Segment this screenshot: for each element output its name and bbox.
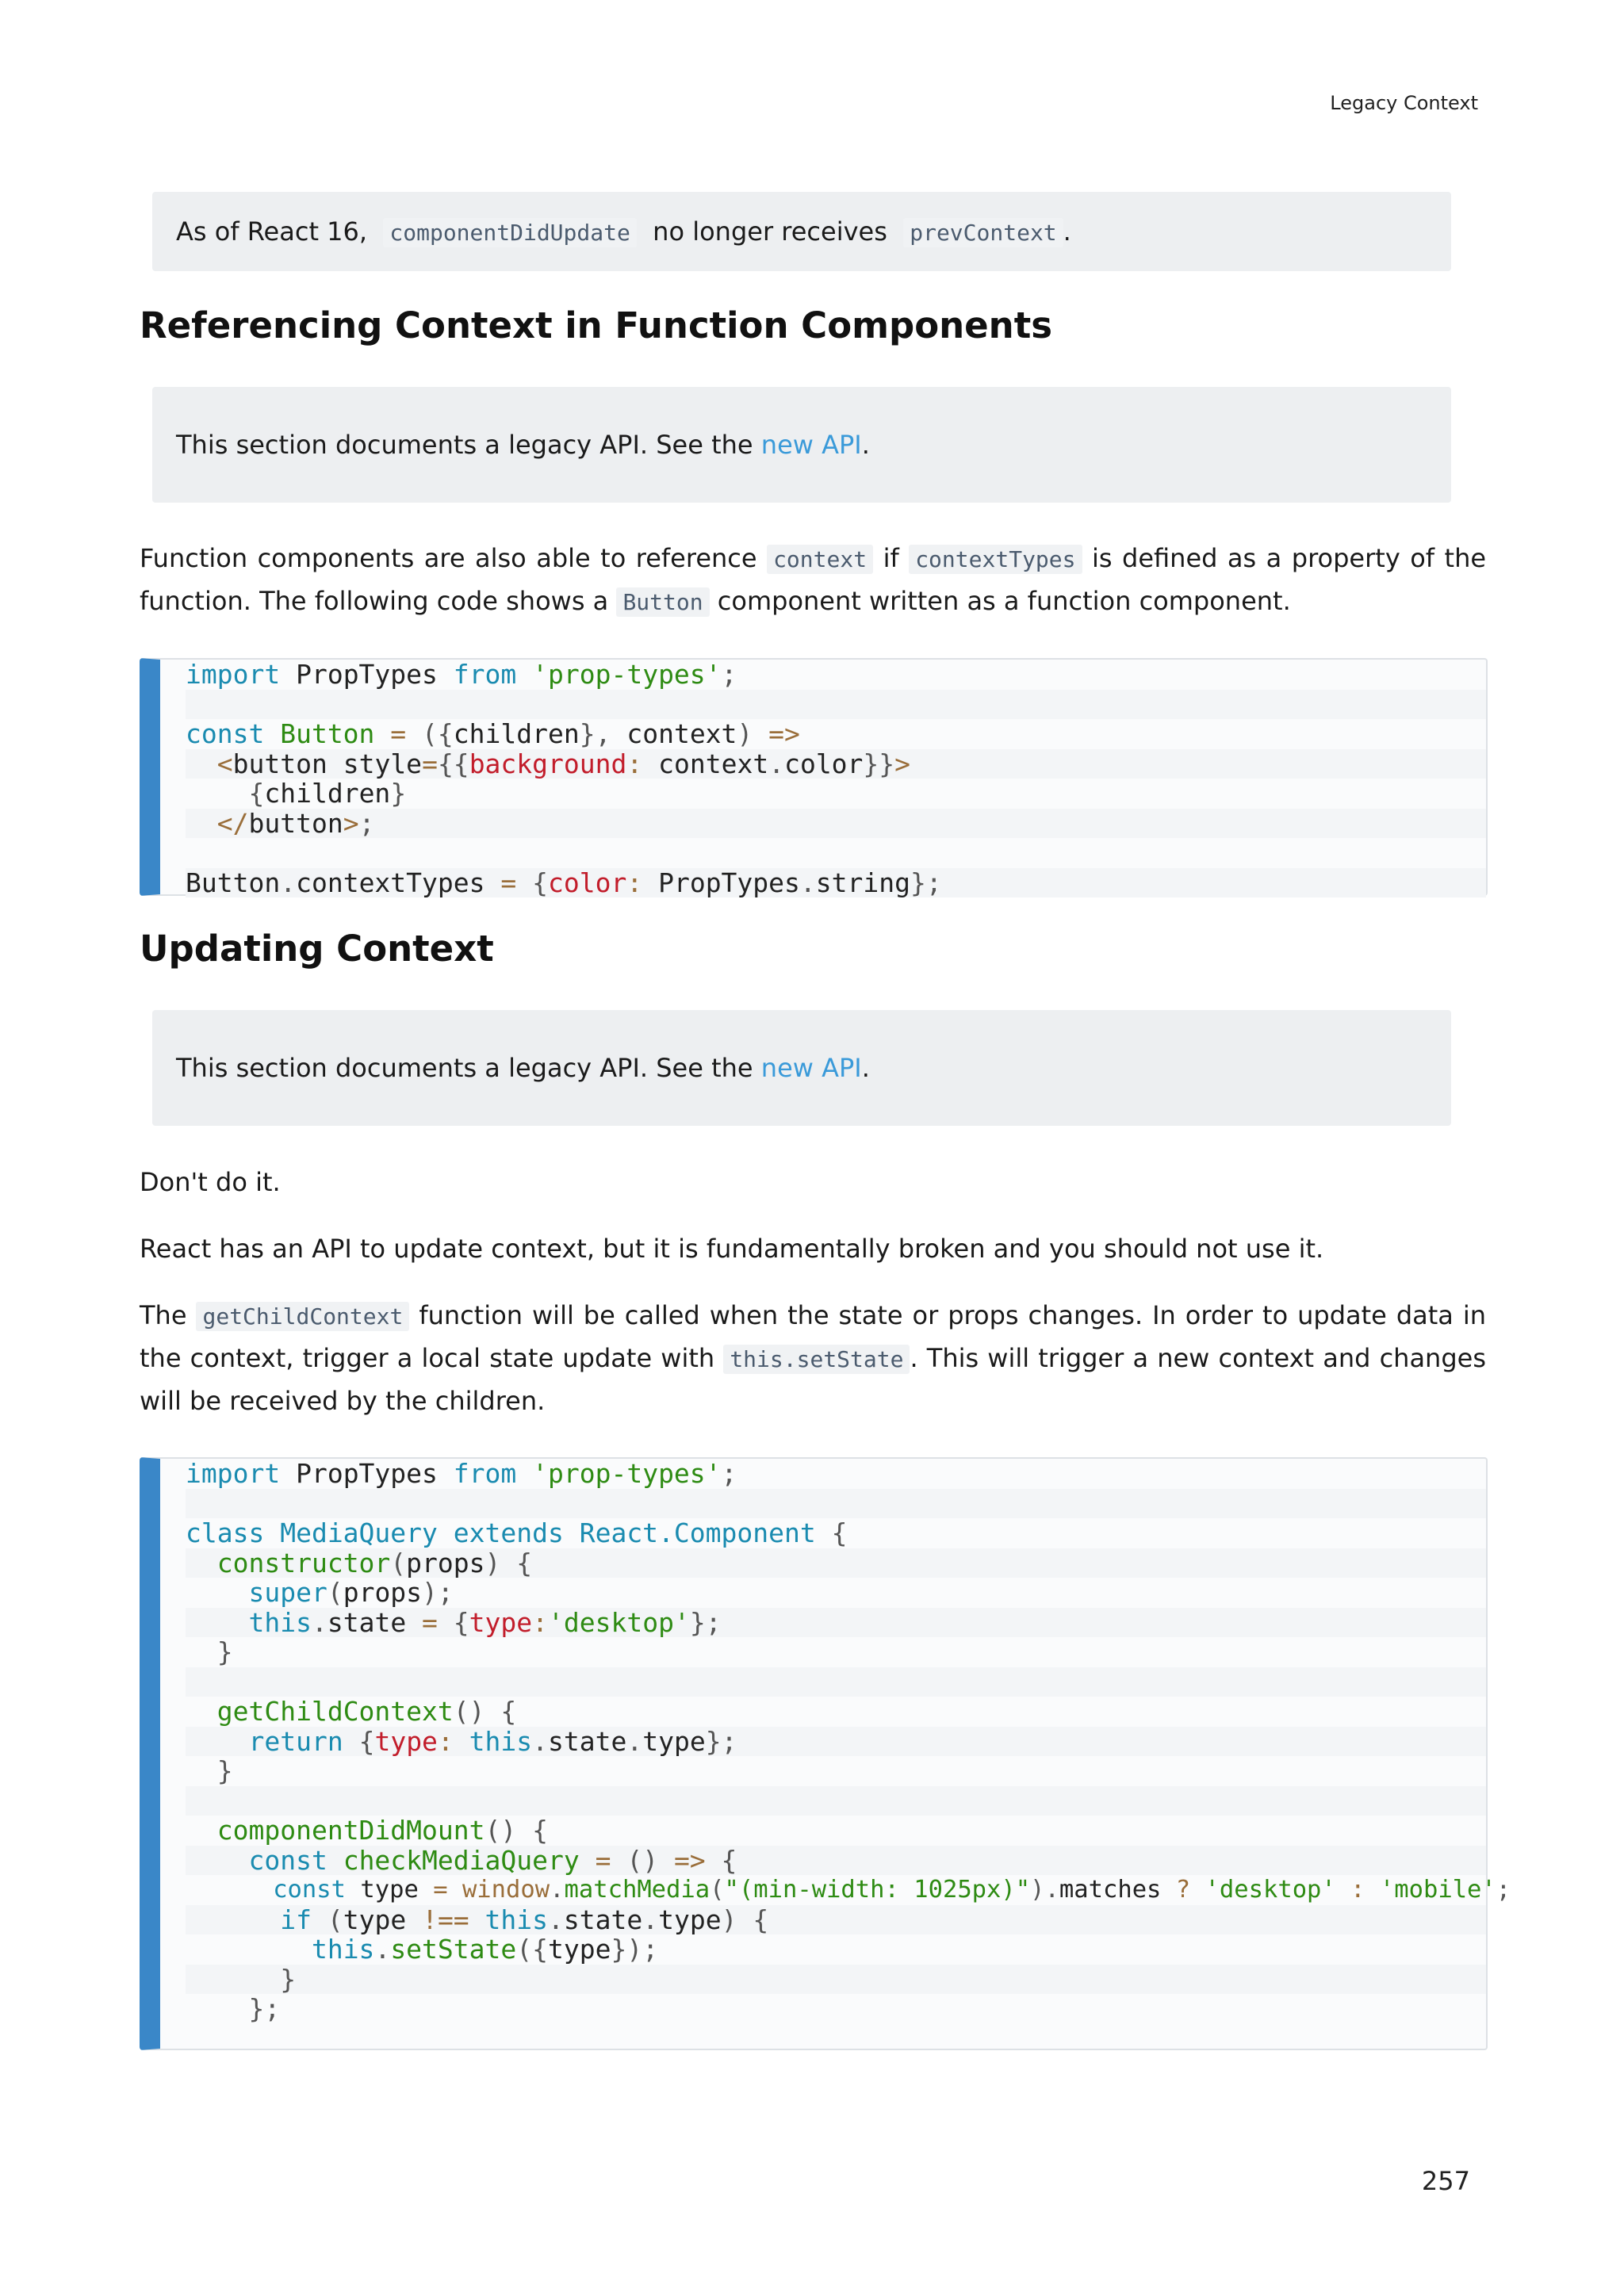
code-line: constructor(props) { bbox=[186, 1548, 1486, 1578]
note-text: This section documents a legacy API. See the bbox=[176, 1053, 753, 1083]
inline-code: getChildContext bbox=[196, 1302, 409, 1331]
new-api-link[interactable]: new API bbox=[760, 430, 862, 460]
code-line: class MediaQuery extends React.Component { bbox=[186, 1517, 848, 1548]
code-line bbox=[186, 1489, 1486, 1519]
code-line: } bbox=[186, 1965, 1486, 1995]
code-line: if (type !== this.state.type) { bbox=[186, 1905, 1486, 1935]
code-line: Button.contextTypes = {color: PropTypes.string}; bbox=[186, 868, 1486, 898]
code-line: {children} bbox=[248, 778, 407, 809]
paragraph: Don't do it. bbox=[140, 1167, 281, 1197]
code-line: getChildContext() { bbox=[216, 1696, 517, 1727]
code-line bbox=[186, 1667, 1486, 1697]
note-text: As of React 16, componentDidUpdate no longer receives prevContext . bbox=[176, 216, 1071, 247]
code-line: super(props); bbox=[248, 1577, 454, 1608]
inline-code: context bbox=[767, 545, 873, 574]
running-header: Legacy Context bbox=[1330, 92, 1478, 114]
code-line: <button style={{background: context.color}}> bbox=[186, 749, 1486, 779]
inline-code: contextTypes bbox=[909, 545, 1082, 574]
section-heading: Updating Context bbox=[140, 928, 494, 970]
code-line bbox=[186, 1786, 1486, 1816]
new-api-link[interactable]: new API bbox=[760, 1053, 862, 1083]
paragraph: Function components are also able to reference context if contextTypes is defined as a property of the function. The following code shows a Button component written as a function component. bbox=[140, 543, 1487, 616]
code-line: componentDidMount() { bbox=[216, 1815, 548, 1846]
paragraph: The getChildContext function will be called when the state or props changes. In order to update data in the context, trigger a local state update with this.setState . This will trigger a new context and changes will be received by the children. bbox=[140, 1300, 1487, 1416]
legacy-note: This section documents a legacy API. See the new API. bbox=[152, 1010, 1451, 1126]
code-line: } bbox=[216, 1636, 233, 1667]
code-line: const checkMediaQuery = () => { bbox=[186, 1846, 1486, 1876]
inline-code: Button bbox=[616, 587, 709, 617]
legacy-note: This section documents a legacy API. See the new API. bbox=[152, 387, 1451, 503]
note-text: This section documents a legacy API. See the bbox=[176, 430, 753, 460]
section-heading: Referencing Context in Function Components bbox=[140, 304, 1053, 346]
code-block bbox=[140, 1457, 1511, 2050]
code-line: } bbox=[216, 1755, 233, 1786]
paragraph: React has an API to update context, but it is fundamentally broken and you should not use it. bbox=[140, 1234, 1324, 1264]
code-line: return {type: this.state.type}; bbox=[186, 1727, 1486, 1757]
code-line: import PropTypes from 'prop-types'; bbox=[186, 1458, 737, 1489]
inline-code: componentDidUpdate bbox=[383, 218, 636, 247]
code-line: const Button = ({children}, context) => bbox=[186, 718, 800, 749]
code-block bbox=[140, 658, 1488, 896]
page-number: 257 bbox=[1421, 2166, 1470, 2196]
code-line bbox=[186, 690, 1486, 720]
code-line: this.setState({type}); bbox=[311, 1934, 659, 1965]
code-line: import PropTypes from 'prop-types'; bbox=[186, 659, 737, 690]
inline-code: this.setState bbox=[723, 1345, 910, 1374]
code-line bbox=[186, 838, 1486, 868]
inline-code: prevContext bbox=[903, 218, 1063, 247]
code-line: this.state = {type:'desktop'}; bbox=[186, 1608, 1486, 1638]
note-box bbox=[152, 192, 1451, 271]
code-line: const type = window.matchMedia("(min-width: 1025px)").matches ? 'desktop' : 'mobile'; bbox=[273, 1876, 1511, 1904]
code-line: </button>; bbox=[186, 809, 1486, 839]
code-line: }; bbox=[248, 1993, 281, 2024]
